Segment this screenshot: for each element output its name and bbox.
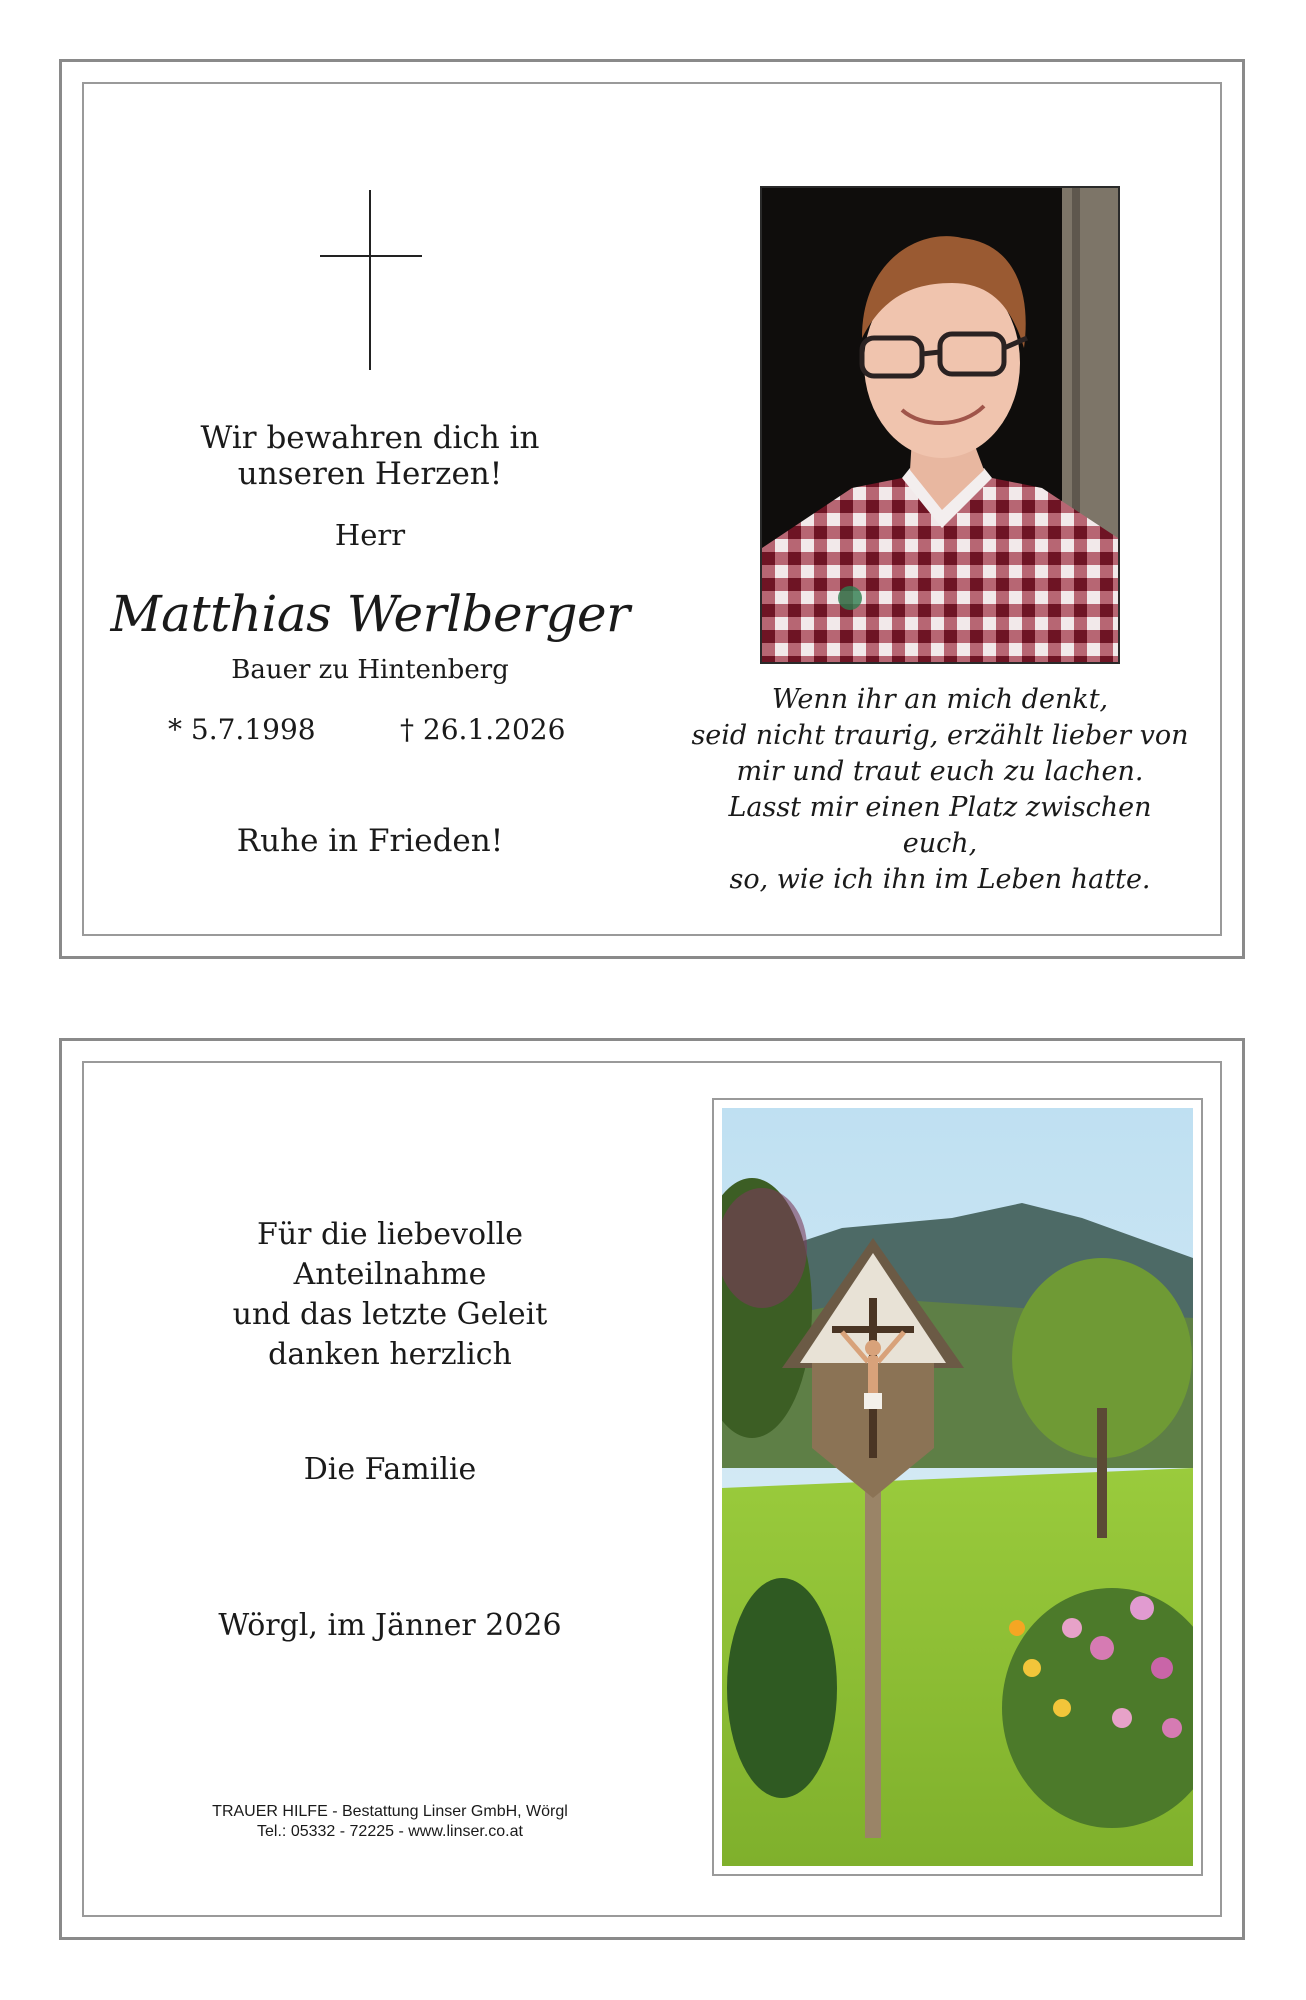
motto-line: unseren Herzen! bbox=[237, 456, 503, 492]
thanks-line: und das letzte Geleit bbox=[232, 1297, 548, 1332]
portrait-photo bbox=[760, 186, 1120, 664]
family-signature: Die Familie bbox=[303, 1452, 477, 1487]
closing-phrase: Ruhe in Frieden! bbox=[236, 823, 504, 859]
poem-line: so, wie ich ihn im Leben hatte. bbox=[729, 864, 1151, 895]
undertaker-contact: Tel.: 05332 - 72225 - www.linser.co.at bbox=[257, 1823, 523, 1840]
salutation: Herr bbox=[334, 518, 406, 552]
poem-line: Wenn ihr an mich denkt, bbox=[771, 684, 1109, 715]
place-and-date: Wörgl, im Jänner 2026 bbox=[218, 1608, 562, 1643]
thanks-line: Anteilnahme bbox=[293, 1257, 487, 1292]
thanks-line: Für die liebevolle bbox=[257, 1217, 523, 1252]
motto bbox=[180, 420, 560, 492]
motto-line: Wir bewahren dich in bbox=[200, 420, 540, 456]
thanks-text bbox=[190, 1215, 590, 1375]
birth-date: * 5.7.1998 bbox=[168, 713, 316, 746]
undertaker-info bbox=[150, 1802, 630, 1842]
memorial-poem bbox=[690, 682, 1190, 898]
wayside-cross-photo bbox=[722, 1108, 1193, 1866]
death-date: † 26.1.2026 bbox=[400, 713, 566, 746]
poem-line: mir und traut euch zu lachen. bbox=[736, 756, 1144, 787]
occupation: Bauer zu Hintenberg bbox=[231, 655, 509, 685]
poem-line: seid nicht traurig, erzählt lieber von bbox=[691, 720, 1189, 751]
thanks-line: danken herzlich bbox=[268, 1337, 512, 1372]
cross-icon-bar bbox=[320, 255, 422, 257]
wayside-cross-photo-frame bbox=[712, 1098, 1203, 1876]
poem-line: Lasst mir einen Platz zwischen euch, bbox=[728, 792, 1152, 859]
cross-icon bbox=[369, 190, 371, 370]
deceased-name: Matthias Werlberger bbox=[110, 585, 630, 643]
undertaker-name: TRAUER HILFE - Bestattung Linser GmbH, Wörgl bbox=[212, 1803, 568, 1820]
